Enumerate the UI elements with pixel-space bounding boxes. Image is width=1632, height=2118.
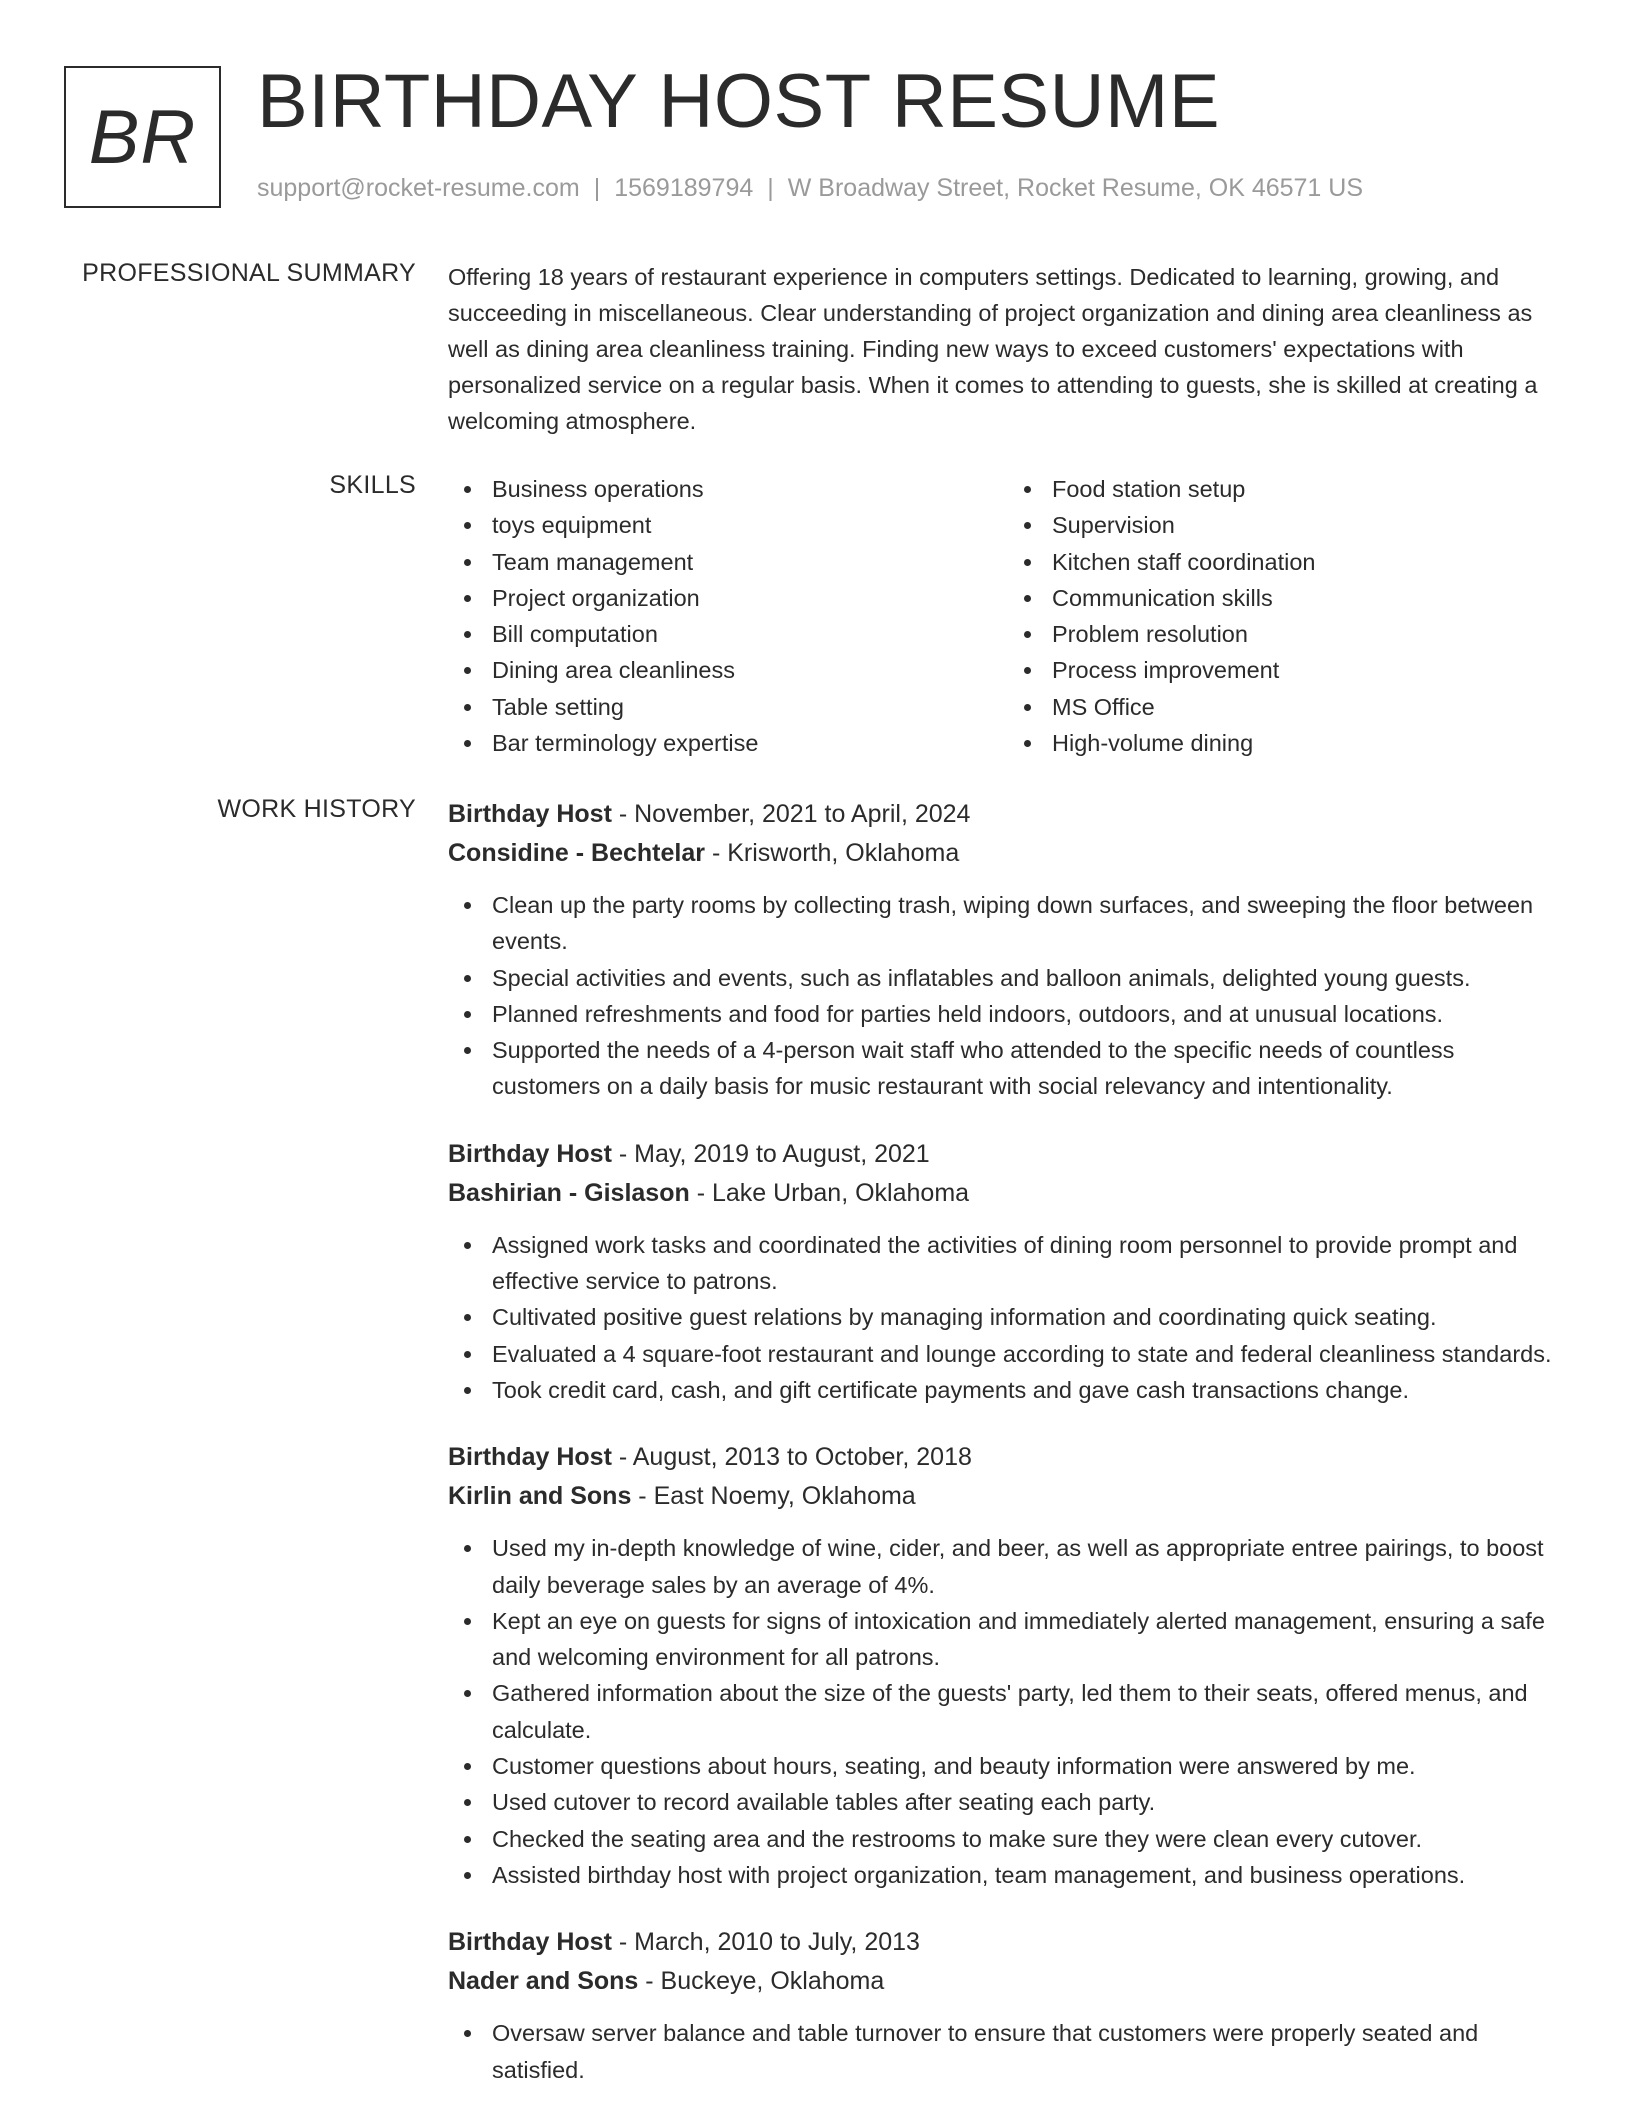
resume-title: BIRTHDAY HOST RESUME xyxy=(257,59,1221,144)
summary-heading: PROFESSIONAL SUMMARY xyxy=(82,259,416,287)
job-title: Birthday Host xyxy=(448,800,612,828)
job-dates: - November, 2021 to April, 2024 xyxy=(611,800,971,828)
job-company-line xyxy=(448,1477,1568,1516)
skill-item: Kitchen staff coordination xyxy=(1052,544,1568,580)
skill-item: High-volume dining xyxy=(1052,725,1568,761)
job-company-line xyxy=(448,834,1568,873)
skill-item: Problem resolution xyxy=(1052,616,1568,652)
skill-item: Bill computation xyxy=(492,616,1008,652)
job-title: Birthday Host xyxy=(448,1928,612,1957)
job-location: - Buckeye, Oklahoma xyxy=(638,1967,885,1996)
job-bullet: Used cutover to record available tables after seating each party. xyxy=(492,1784,1568,1820)
job-bullets xyxy=(448,2015,1568,2088)
skills-list-left xyxy=(448,471,1008,761)
work-history-heading: WORK HISTORY xyxy=(217,795,416,823)
job-title-line xyxy=(448,795,1568,834)
job-dates: - May, 2019 to August, 2021 xyxy=(611,1139,930,1168)
job-dates: - August, 2013 to October, 2018 xyxy=(611,1443,972,1472)
monogram-box xyxy=(64,66,221,208)
job-bullet: Took credit card, cash, and gift certificate payments and gave cash transactions change. xyxy=(492,1372,1568,1408)
contact-separator: | xyxy=(593,174,601,202)
job-bullets xyxy=(448,1530,1568,1893)
job-company: Considine - Bechtelar xyxy=(448,839,705,867)
skill-item: Dining area cleanliness xyxy=(492,652,1008,688)
job-bullet: Checked the seating area and the restrooms to make sure they were clean every cutover. xyxy=(492,1821,1568,1857)
job-entry xyxy=(448,1438,1568,1893)
job-bullet: Planned refreshments and food for parties held indoors, outdoors, and at unusual locations. xyxy=(492,996,1568,1032)
job-company: Kirlin and Sons xyxy=(448,1482,632,1511)
job-dates: - March, 2010 to July, 2013 xyxy=(611,1928,920,1957)
job-company-line xyxy=(448,1962,1568,2001)
skill-item: Food station setup xyxy=(1052,471,1568,507)
job-location: - East Noemy, Oklahoma xyxy=(631,1482,916,1511)
monogram-initials: BR xyxy=(88,94,197,180)
job-company: Bashirian - Gislason xyxy=(448,1178,690,1207)
skill-item: Bar terminology expertise xyxy=(492,725,1008,761)
job-bullet: Clean up the party rooms by collecting trash, wiping down surfaces, and sweeping the floor between events. xyxy=(492,887,1568,960)
job-company: Nader and Sons xyxy=(448,1967,639,1996)
job-title-line xyxy=(448,1438,1568,1477)
skill-item: toys equipment xyxy=(492,507,1008,543)
job-location: - Krisworth, Oklahoma xyxy=(705,839,960,867)
contact-separator: | xyxy=(767,174,774,202)
contact-address: W Broadway Street, Rocket Resume, OK 46571 US xyxy=(787,174,1364,202)
contact-line xyxy=(257,174,1363,203)
job-bullet: Kept an eye on guests for signs of intoxication and immediately alerted management, ensuring a safe and welcoming environment for all patrons. xyxy=(492,1603,1568,1676)
contact-email: support@rocket-resume.com xyxy=(257,174,580,202)
job-title: Birthday Host xyxy=(448,1443,612,1472)
skill-item: Communication skills xyxy=(1052,580,1568,616)
skills-heading: SKILLS xyxy=(329,471,416,499)
job-bullet: Supported the needs of a 4-person wait staff who attended to the specific needs of countless customers on a daily basis for music restaurant with social relevancy and intentionality. xyxy=(492,1032,1568,1105)
job-bullet: Cultivated positive guest relations by managing information and coordinating quick seating. xyxy=(492,1299,1568,1335)
job-title-line xyxy=(448,1135,1568,1174)
job-company-line xyxy=(448,1174,1568,1213)
job-bullet: Customer questions about hours, seating, and beauty information were answered by me. xyxy=(492,1748,1568,1784)
job-entry xyxy=(448,1923,1568,2088)
job-bullets xyxy=(448,1227,1568,1408)
summary-text: Offering 18 years of restaurant experience in computers settings. Dedicated to learning, growing, and succeeding in miscellaneous. Clear understanding of project organization and dining area cleanliness as well as dining area cleanliness training. Finding new ways to exceed customers' expectations with personalized service on a regular basis. When it comes to attending to guests, she is skilled at creating a welcoming atmosphere. xyxy=(448,264,1538,434)
skills-list-right xyxy=(1008,471,1568,761)
job-bullet: Special activities and events, such as inflatables and balloon animals, delighted young guests. xyxy=(492,960,1568,996)
skill-item: Team management xyxy=(492,544,1008,580)
job-bullet: Evaluated a 4 square-foot restaurant and lounge according to state and federal cleanliness standards. xyxy=(492,1336,1568,1372)
job-list xyxy=(448,795,1568,2118)
job-bullet: Assisted birthday host with project organization, team management, and business operations. xyxy=(492,1857,1568,1893)
job-bullet: Assigned work tasks and coordinated the activities of dining room personnel to provide prompt and effective service to patrons. xyxy=(492,1227,1568,1300)
job-title: Birthday Host xyxy=(448,1139,612,1168)
job-entry xyxy=(448,795,1568,1105)
skill-item: Project organization xyxy=(492,580,1008,616)
contact-phone: 1569189794 xyxy=(614,174,754,202)
job-bullet: Gathered information about the size of the guests' party, led them to their seats, offered menus, and calculate. xyxy=(492,1675,1568,1748)
job-entry xyxy=(448,1135,1568,1408)
skill-item: MS Office xyxy=(1052,689,1568,725)
job-bullets xyxy=(448,887,1568,1105)
skill-item: Business operations xyxy=(492,471,1008,507)
skill-item: Supervision xyxy=(1052,507,1568,543)
job-title-line xyxy=(448,1923,1568,1962)
skill-item: Table setting xyxy=(492,689,1008,725)
job-bullet: Used my in-depth knowledge of wine, cider, and beer, as well as appropriate entree pairings, to boost daily beverage sales by an average of 4%. xyxy=(492,1530,1568,1603)
job-bullet: Oversaw server balance and table turnover to ensure that customers were properly seated and satisfied. xyxy=(492,2015,1568,2088)
job-location: - Lake Urban, Oklahoma xyxy=(689,1178,970,1207)
skill-item: Process improvement xyxy=(1052,652,1568,688)
